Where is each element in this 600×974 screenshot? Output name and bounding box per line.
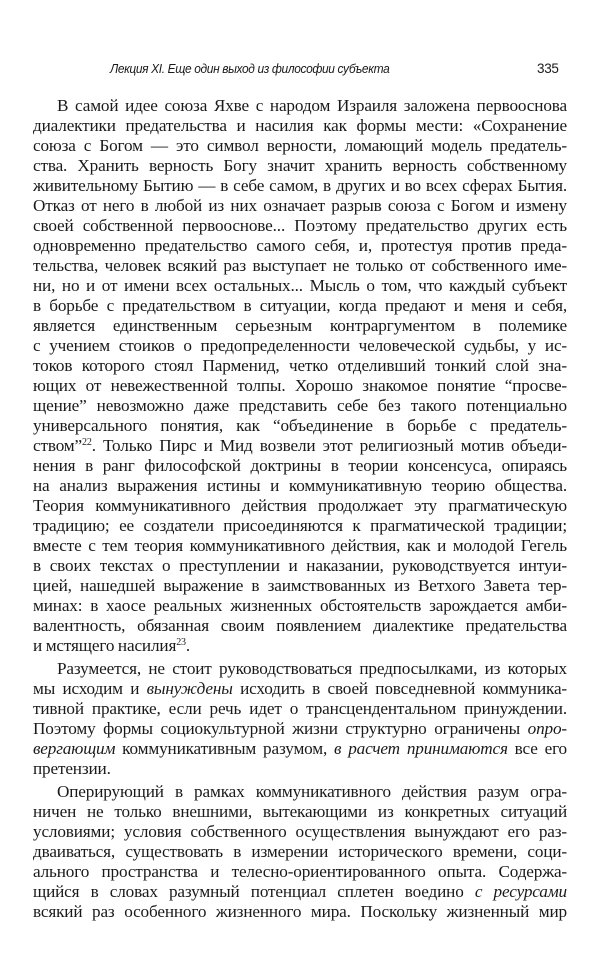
text-segment: коммуникативным разумом,: [115, 739, 335, 758]
text-segment: в своих текстах о преступлении и наказании, руководствуется интуи-: [33, 556, 567, 575]
emphasis-text: вынуждены: [146, 679, 233, 698]
running-head: [0, 61, 600, 79]
text-line: [33, 636, 567, 656]
footnote-ref: 23: [176, 637, 186, 648]
page-body-text: [33, 96, 567, 922]
text-line: [33, 759, 567, 779]
text-line: [33, 336, 567, 356]
text-segment: В самой идее союза Яхве с народом Израиля заложена первооснова: [57, 96, 567, 115]
text-segment: щение” невозможно даже представить себе без такого потенциально: [33, 396, 567, 415]
text-segment: является единственным серьезным контраргументом в полемике: [33, 316, 567, 335]
text-line: [33, 436, 567, 456]
text-segment: Теория коммуникативного действия продолжает эту прагматическую: [33, 496, 567, 515]
text-line: [33, 679, 567, 699]
text-line: [33, 842, 567, 862]
text-segment: Отказ от него в любой из них означает разрыв союза с Богом и измену: [33, 196, 567, 215]
text-segment: щийся в словах разумный потенциал сплетен воедино: [33, 882, 475, 901]
text-segment: нения в ранг философской доктрины в теории консенсуса, опираясь: [33, 456, 567, 475]
text-line: [33, 882, 567, 902]
text-segment: валентность, обязанная своим появлением диалектике предательства: [33, 616, 567, 635]
text-segment: ни, но и от имени всех остальных... Мысль о том, что каждый субъект: [33, 276, 567, 295]
text-line: [33, 782, 567, 802]
text-line: [33, 719, 567, 739]
text-segment: с учением стоиков о предопределенности человеческой судьбы, у ис-: [33, 336, 567, 355]
text-line: [33, 176, 567, 196]
text-segment: живительному Бытию — в себе самом, в других и во всех сферах Бытия.: [33, 176, 567, 195]
text-segment: все его: [507, 739, 567, 758]
text-line: [33, 476, 567, 496]
text-segment: ством”: [33, 436, 83, 455]
text-segment: Поэтому формы социокультурной жизни структурно ограничены: [33, 719, 528, 738]
text-line: [33, 96, 567, 116]
text-line: [33, 456, 567, 476]
text-segment: минах: в хаосе реальных жизненных обстоятельств зарождается амби-: [33, 596, 567, 615]
text-segment: токов которого стоял Парменид, четко отделивший тонкий слой зна-: [33, 356, 567, 375]
text-segment: диалектики предательства и насилия как формы мести: «Сохранение: [33, 116, 567, 135]
emphasis-text: опро-: [527, 719, 567, 738]
text-line: [33, 802, 567, 822]
text-line: [33, 256, 567, 276]
emphasis-text: в расчет принимаются: [334, 739, 508, 758]
text-line: [33, 216, 567, 236]
text-line: [33, 616, 567, 636]
text-segment: традицию; ее создатели присоединяются к прагматической традиции;: [33, 516, 567, 535]
text-segment: своей собственной первооснове... Поэтому предательство других есть: [33, 216, 567, 235]
text-line: [33, 699, 567, 719]
text-line: [33, 156, 567, 176]
text-segment: Разумеется, не стоит руководствоваться предпосылками, из которых: [57, 659, 567, 678]
footnote-ref: 22: [82, 437, 92, 448]
text-segment: Оперирующий в рамках коммуникативного действия разум огра-: [57, 782, 567, 801]
paragraph: [33, 659, 567, 779]
emphasis-text: вергающим: [33, 739, 116, 758]
text-segment: дваиваться, существовать в измерении исторического времени, соци-: [33, 842, 567, 861]
text-line: [33, 516, 567, 536]
text-segment: исходить в своей повседневной коммуника-: [232, 679, 567, 698]
running-title: Лекция XI. Еще один выход из философии субъекта: [110, 61, 390, 76]
text-line: [33, 659, 567, 679]
text-segment: . Только Пирс и Мид возвели этот религиозный мотив объеди-: [91, 436, 567, 455]
text-line: [33, 416, 567, 436]
text-line: [33, 739, 567, 759]
text-segment: ального пространства и телесно-ориентированного опыта. Содержа-: [33, 862, 567, 881]
text-segment: и мстящего насилия: [33, 636, 177, 655]
text-line: [33, 902, 567, 922]
text-segment: тельства, человек всякий раз выступает не только от собственного име-: [33, 256, 567, 275]
text-segment: в борьбе с предательством в ситуации, когда предают и меня и себя,: [33, 296, 567, 315]
text-line: [33, 396, 567, 416]
text-segment: вместе с тем теория коммуникативного действия, как и молодой Гегель: [33, 536, 567, 555]
text-line: [33, 536, 567, 556]
text-line: [33, 556, 567, 576]
text-segment: цией, нашедшей выражение в заимствованных из Ветхого Завета тер-: [33, 576, 567, 595]
paragraph: [33, 782, 567, 922]
text-segment: ничен не только внешними, вытекающими из конкретных ситуаций: [33, 802, 567, 821]
text-segment: мы исходим и: [33, 679, 147, 698]
text-line: [33, 316, 567, 336]
text-line: [33, 596, 567, 616]
emphasis-text: с ресурсами: [474, 882, 567, 901]
page-number: 335: [537, 61, 559, 76]
text-line: [33, 116, 567, 136]
text-line: [33, 862, 567, 882]
text-line: [33, 136, 567, 156]
text-line: [33, 356, 567, 376]
text-line: [33, 236, 567, 256]
text-segment: ющих от невежественной толпы. Хорошо знакомое понятие “просве-: [33, 376, 567, 395]
text-line: [33, 376, 567, 396]
text-segment: одновременно предательство самого себя, и, протестуя против преда-: [33, 236, 567, 255]
text-segment: тивной практике, если речь идет о трансцендентальном принуждении.: [33, 699, 567, 718]
text-segment: ства. Хранить верность Богу значит хранить верность собственному: [33, 156, 567, 175]
text-segment: .: [185, 636, 191, 655]
text-segment: условиями; условия собственного осуществления вынуждают его раз-: [33, 822, 567, 841]
text-segment: всякий раз особенного жизненного мира. Поскольку жизненный мир: [33, 902, 567, 921]
text-line: [33, 276, 567, 296]
text-segment: союза с Богом — это символ верности, ломающий модель предатель-: [33, 136, 567, 155]
text-line: [33, 576, 567, 596]
text-segment: претензии.: [33, 759, 111, 778]
text-line: [33, 822, 567, 842]
text-line: [33, 496, 567, 516]
text-line: [33, 296, 567, 316]
paragraph: [33, 96, 567, 656]
text-segment: универсального понятия, как “объединение в борьбе с предатель-: [33, 416, 567, 435]
text-line: [33, 196, 567, 216]
text-segment: на анализ выражения истины и коммуникативную теорию общества.: [33, 476, 567, 495]
